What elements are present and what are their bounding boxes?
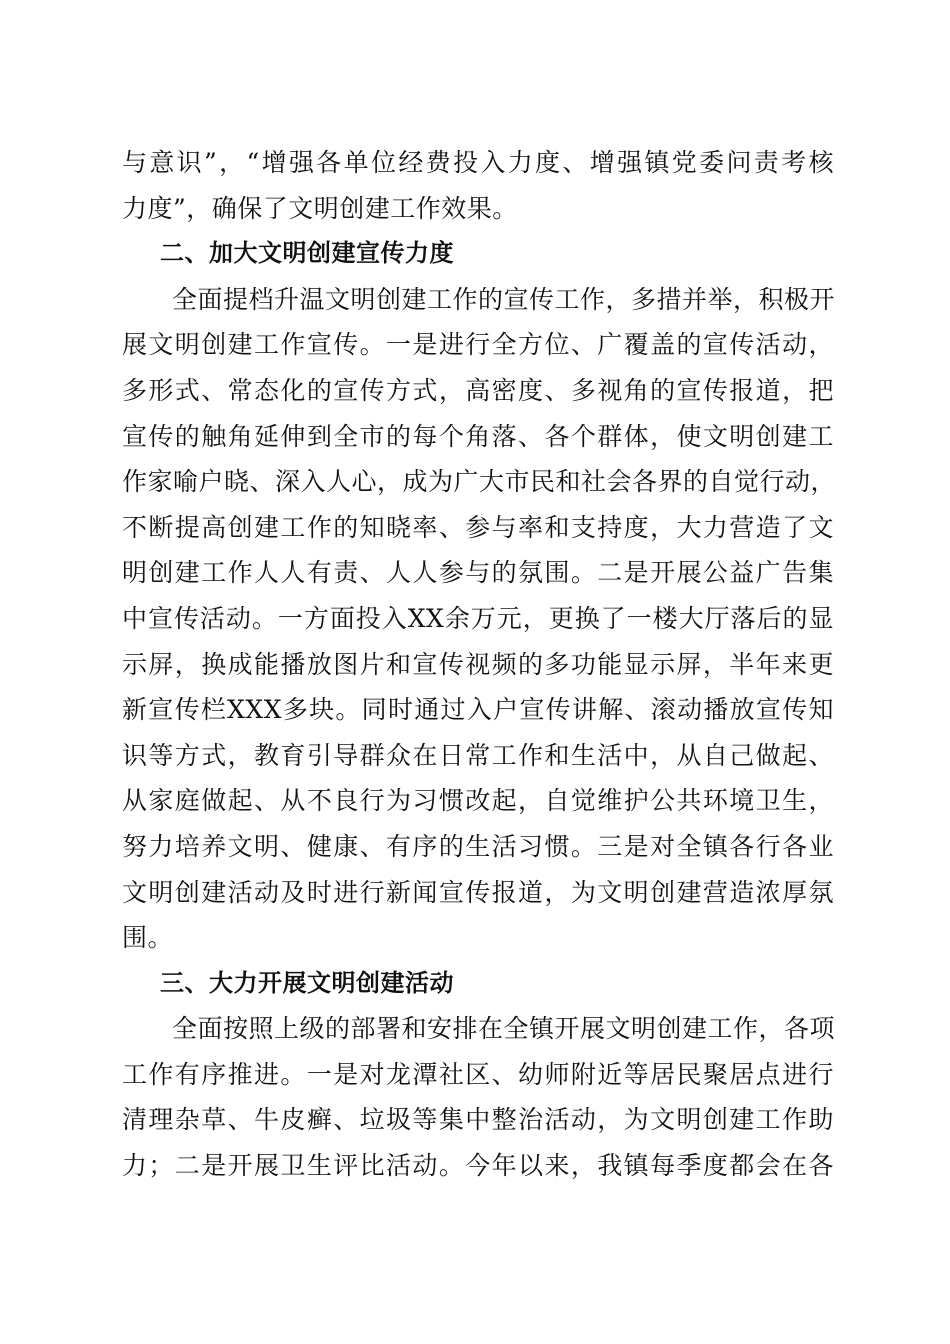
text-line: 文明创建活动及时进行新闻宣传报道，为文明创建营造浓厚氛 [122,877,834,907]
text-line: 工作有序推进。一是对龙潭社区、幼师附近等居民聚居点进行 [122,1059,834,1089]
text-line: 展文明创建工作宣传。一是进行全方位、广覆盖的宣传活动， [122,330,834,360]
text-line: 示屏，换成能播放图片和宣传视频的多功能显示屏，半年来更 [122,649,834,679]
text-line: 宣传的触角延伸到全市的每个角落、各个群体，使文明创建工 [122,421,834,451]
text-line: 清理杂草、牛皮癣、垃圾等集中整治活动，为文明创建工作助 [122,1105,834,1135]
text-line: 作家喻户晓、深入人心，成为广大市民和社会各界的自觉行动， [122,467,837,497]
paragraph-first-line: 全面提档升温文明创建工作的宣传工作，多措并举，积极开 [172,284,836,314]
section-heading-2: 二、加大文明创建宣传力度 [160,239,454,268]
paragraph-first-line: 全面按照上级的部署和安排在全镇开展文明创建工作，各项 [172,1014,836,1044]
document-body [122,140,837,1189]
text-line: 力；二是开展卫生评比活动。今年以来，我镇每季度都会在各 [122,1151,834,1181]
text-line: 不断提高创建工作的知晓率、参与率和支持度，大力营造了文 [122,512,834,542]
text-line: 从家庭做起、从不良行为习惯改起，自觉维护公共环境卫生， [122,786,834,816]
text-line: 与意识”，“增强各单位经费投入力度、增强镇党委问责考核 [122,148,834,177]
section-heading-3: 三、大力开展文明创建活动 [160,968,454,997]
text-line: 努力培养文明、健康、有序的生活习惯。三是对全镇各行各业 [122,831,834,861]
text-line: 力度”，确保了文明创建工作效果。 [122,193,518,223]
text-line: 多形式、常态化的宣传方式，高密度、多视角的宣传报道，把 [122,375,834,405]
text-line: 明创建工作人人有责、人人参与的氛围。二是开展公益广告集 [122,558,834,588]
text-line: 识等方式，教育引导群众在日常工作和生活中，从自己做起、 [122,740,834,770]
text-line: 新宣传栏XXX多块。同时通过入户宣传讲解、滚动播放宣传知 [122,695,834,725]
text-line: 中宣传活动。一方面投入XX余万元，更换了一楼大厅落后的显 [122,603,834,633]
text-line: 围。 [122,923,174,953]
